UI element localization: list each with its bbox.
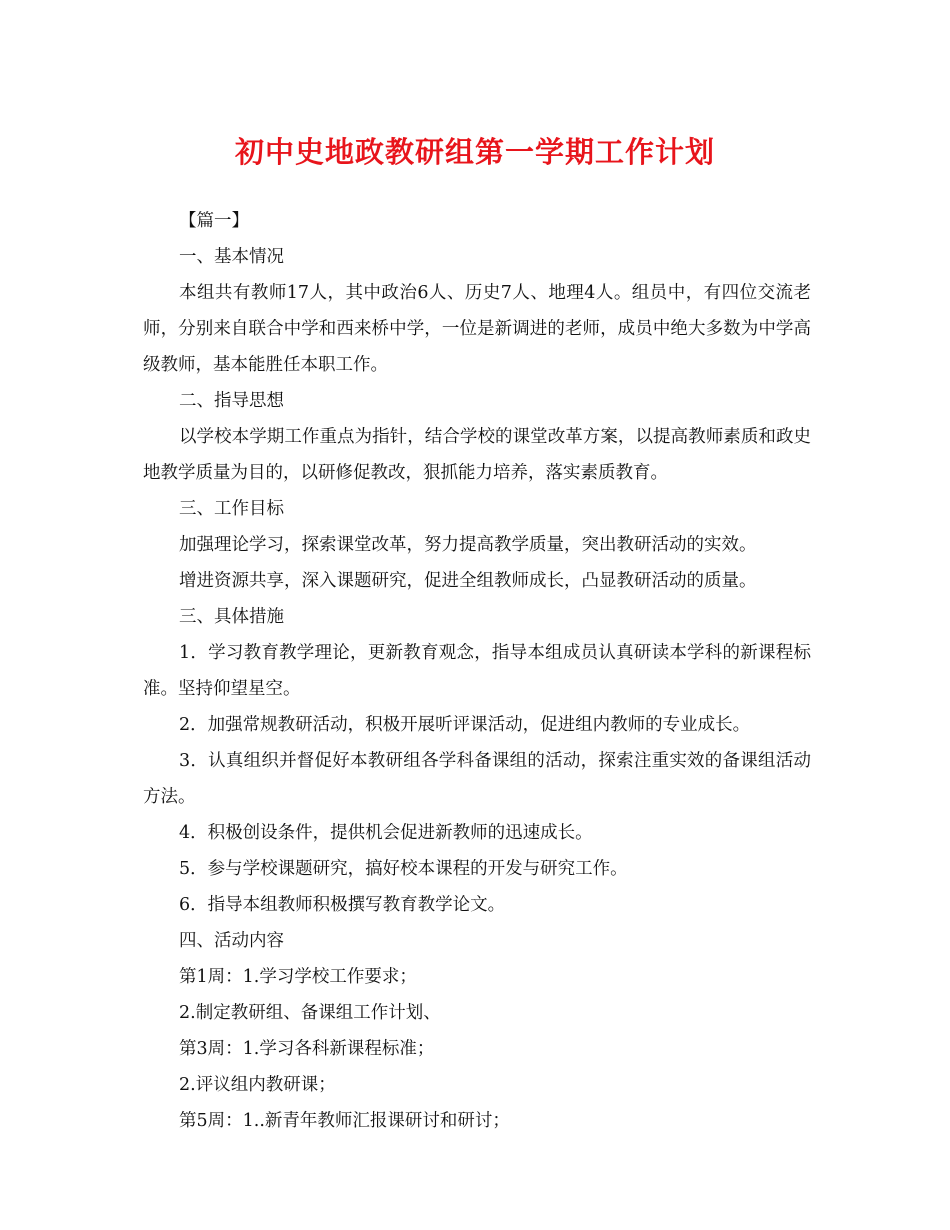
heading-work-goals: 三、工作目标 <box>179 499 284 519</box>
activity-week-5: 第5周：1..新青年教师汇报课研讨和研讨； <box>179 1111 510 1131</box>
paragraph-basic-situation: 本组共有教师17人，其中政治6人、历史7人、地理4人。组员中，有四位交流老师，分别来自联合中学和西来桥中学，一位是新调进的老师，成员中绝大多数为中学高级教师，基本能胜任本职工作。 <box>143 283 811 375</box>
activity-week-3-item-2: 2.评议组内教研课； <box>179 1075 336 1095</box>
paragraph-goal-2: 增进资源共享，深入课题研究，促进全组教师成长，凸显教研活动的质量。 <box>179 571 757 591</box>
measure-item-5: 5．参与学校课题研究，搞好校本课程的开发与研究工作。 <box>179 859 628 879</box>
heading-guiding-thought: 二、指导思想 <box>179 391 284 411</box>
measure-item-3: 3．认真组织并督促好本教研组各学科备课组的活动，探索注重实效的备课组活动方法。 <box>143 751 811 807</box>
document-body <box>143 203 811 1139</box>
heading-basic-situation: 一、基本情况 <box>179 247 284 267</box>
measure-item-2: 2．加强常规教研活动，积极开展听评课活动，促进组内教师的专业成长。 <box>179 715 751 735</box>
measure-item-4: 4．积极创设条件，提供机会促进新教师的迅速成长。 <box>179 823 593 843</box>
heading-measures: 三、具体措施 <box>179 607 284 627</box>
measure-item-1: 1．学习教育教学理论，更新教育观念，指导本组成员认真研读本学科的新课程标准。坚持仰望星空。 <box>143 643 811 699</box>
heading-activities: 四、活动内容 <box>179 931 284 951</box>
activity-week-1-item-2: 2.制定教研组、备课组工作计划、 <box>179 1003 441 1023</box>
activity-week-3: 第3周：1.学习各科新课程标准； <box>179 1039 435 1059</box>
measure-item-6: 6．指导本组教师积极撰写教育教学论文。 <box>179 895 506 915</box>
activity-week-1: 第1周：1.学习学校工作要求； <box>179 967 417 987</box>
paragraph-goal-1: 加强理论学习，探索课堂改革，努力提高教学质量，突出教研活动的实效。 <box>179 535 757 555</box>
document-title: 初中史地政教研组第一学期工作计划 <box>234 135 715 169</box>
paragraph-guiding-thought: 以学校本学期工作重点为指针，结合学校的课堂改革方案，以提高教师素质和政史地教学质量为目的，以研修促教改，狠抓能力培养，落实素质教育。 <box>143 427 811 483</box>
section-label-part-one: 【篇一】 <box>179 211 249 231</box>
